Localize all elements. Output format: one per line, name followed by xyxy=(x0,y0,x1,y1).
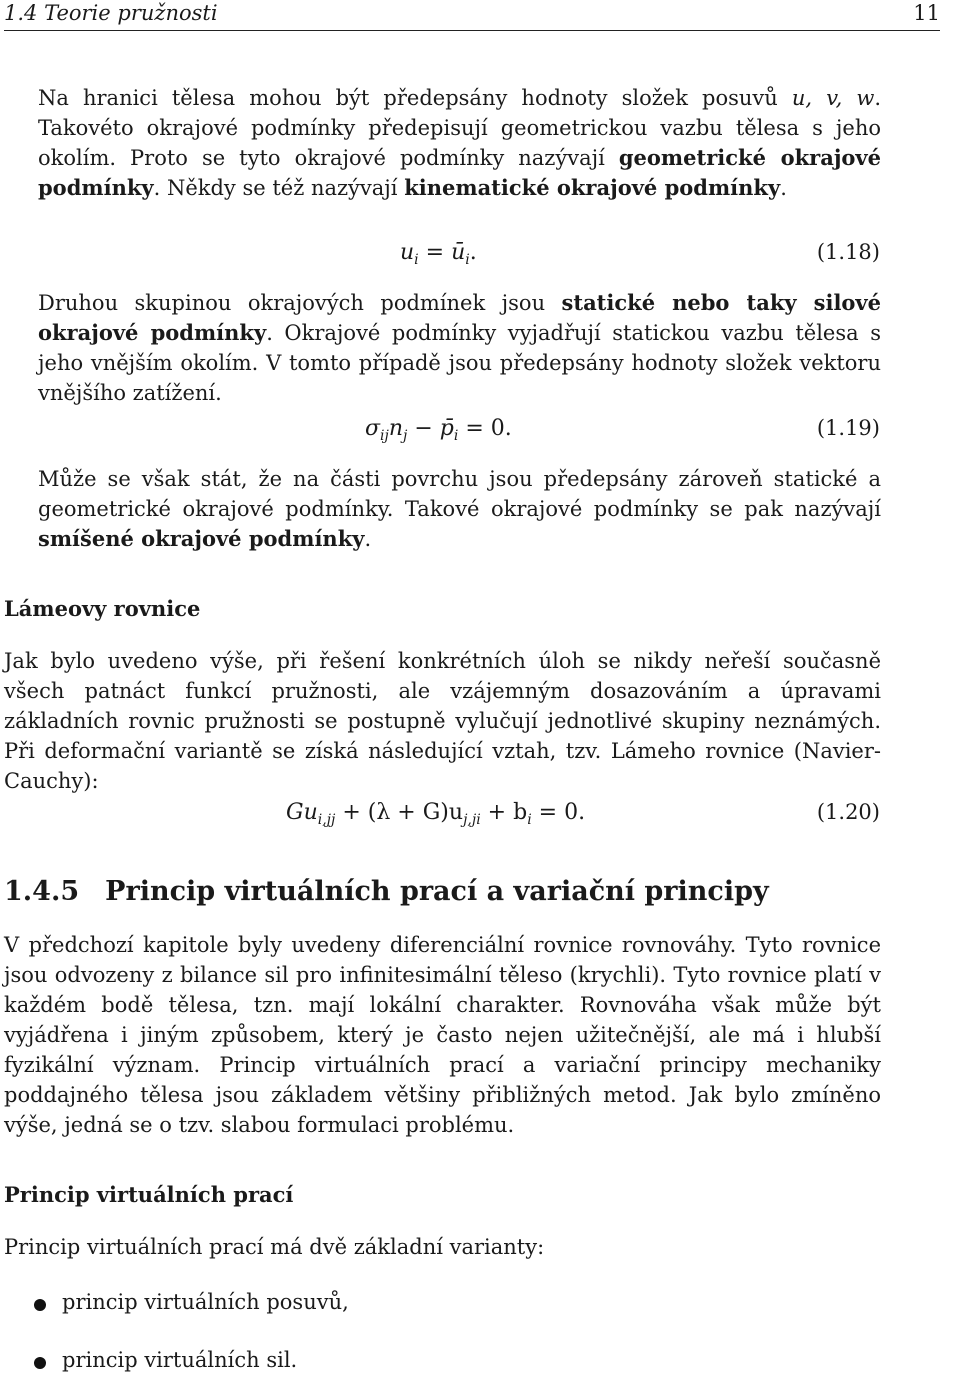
heading-lame-equations: Lámeovy rovnice xyxy=(4,596,201,621)
equation-number-1-20: (1.20) xyxy=(816,800,880,824)
paragraph-mixed-conditions: Může se však stát, že na části povrchu jsou předepsány zároveň statické a geometrické okrajové podmínky. Takové okrajové podmínky se pak nazývají smíšené okrajové podmínky. xyxy=(38,467,881,551)
section-number: 1.4.5 xyxy=(4,876,80,907)
bullet-marker xyxy=(34,1299,46,1311)
paragraph-lame: Jak bylo uvedeno výše, při řešení konkrétních úloh se nikdy neřeší současně všech patnáct funkcí pružnosti, ale vzájemným dosazováním a úpravami základních rovnic pružnosti se postupně vylučují jednotlivé skupiny neznámých. Při deformační variantě se získá následující vztah, tzv. Lámeho rovnice (Navier-Cauchy): xyxy=(4,649,881,793)
equation-1-19: $\sigma_{ij}n_j$ − $p̄_i = 0$. xyxy=(365,416,512,444)
paragraph-variants: Princip virtuálních prací má dvě základní varianty: xyxy=(4,1235,545,1259)
equation-1-18: $u_i$ = $ū_i$. xyxy=(400,240,477,268)
list-item: princip virtuálních sil. xyxy=(62,1348,298,1372)
section-heading xyxy=(4,876,769,907)
page-number: 11 xyxy=(913,1,940,25)
equation-number-1-18: (1.18) xyxy=(816,240,880,264)
paragraph-geometric-conditions: Na hranici tělesa mohou být předepsány hodnoty složek posuvů u, v, w. Takovéto okrajové podmínky předepisují geometrickou vazbu tělesa s jeho okolím. Proto se tyto okrajové podmínky nazývají geometrické okrajové podmínky. Někdy se též nazývají kinematické okrajové podmínky. xyxy=(38,86,881,200)
term-static: statické nebo taky silové okrajové podmínky xyxy=(38,290,881,345)
paragraph-static-conditions: Druhou skupinou okrajových podmínek jsou statické nebo taky silové okrajové podmínky. Okrajové podmínky vyjadřují statickou vazbu tělesa s jeho vnějším okolím. V tomto případě jsou předepsány hodnoty složek vektoru vnějšího zatížení. xyxy=(38,290,881,405)
equation-number-1-19: (1.19) xyxy=(816,416,880,440)
running-title: 1.4 Teorie pružnosti xyxy=(4,1,218,25)
heading-virtual-work: Princip virtuálních prací xyxy=(4,1182,294,1207)
equation-1-20: $Gu_{i,jj} + (\lambda + G)u_{j,ji} + b_i = 0$. xyxy=(286,800,586,828)
term-mixed: smíšené okrajové podmínky xyxy=(38,526,365,551)
term-kinematic: kinematické okrajové podmínky xyxy=(404,175,781,200)
section-title: Princip virtuálních prací a variační principy xyxy=(105,876,769,907)
paragraph-virtual-work-intro: V předchozí kapitole byly uvedeny diferenciální rovnice rovnováhy. Tyto rovnice jsou odvozeny z bilance sil pro infinitesimální těleso (krychli). Tyto rovnice platí v každém bodě tělesa, tzn. mají lokální charakter. Rovnováha však může být vyjádřena i jiným způsobem, který je často nejen užitečnější, ale má i hlubší fyzikální význam. Princip virtuálních prací a variační principy mechaniky poddajného tělesa jsou základem většiny přibližných metod. Jak bylo zmíněno výše, jedná se o tzv. slabou formulaci problému. xyxy=(4,933,881,1137)
displacement-vars: u, v, w xyxy=(791,86,875,110)
bullet-marker xyxy=(34,1357,46,1369)
term-geometric: geometrické okrajové podmínky xyxy=(38,145,881,200)
page-header xyxy=(4,0,940,31)
list-item: princip virtuálních posuvů, xyxy=(62,1290,349,1314)
